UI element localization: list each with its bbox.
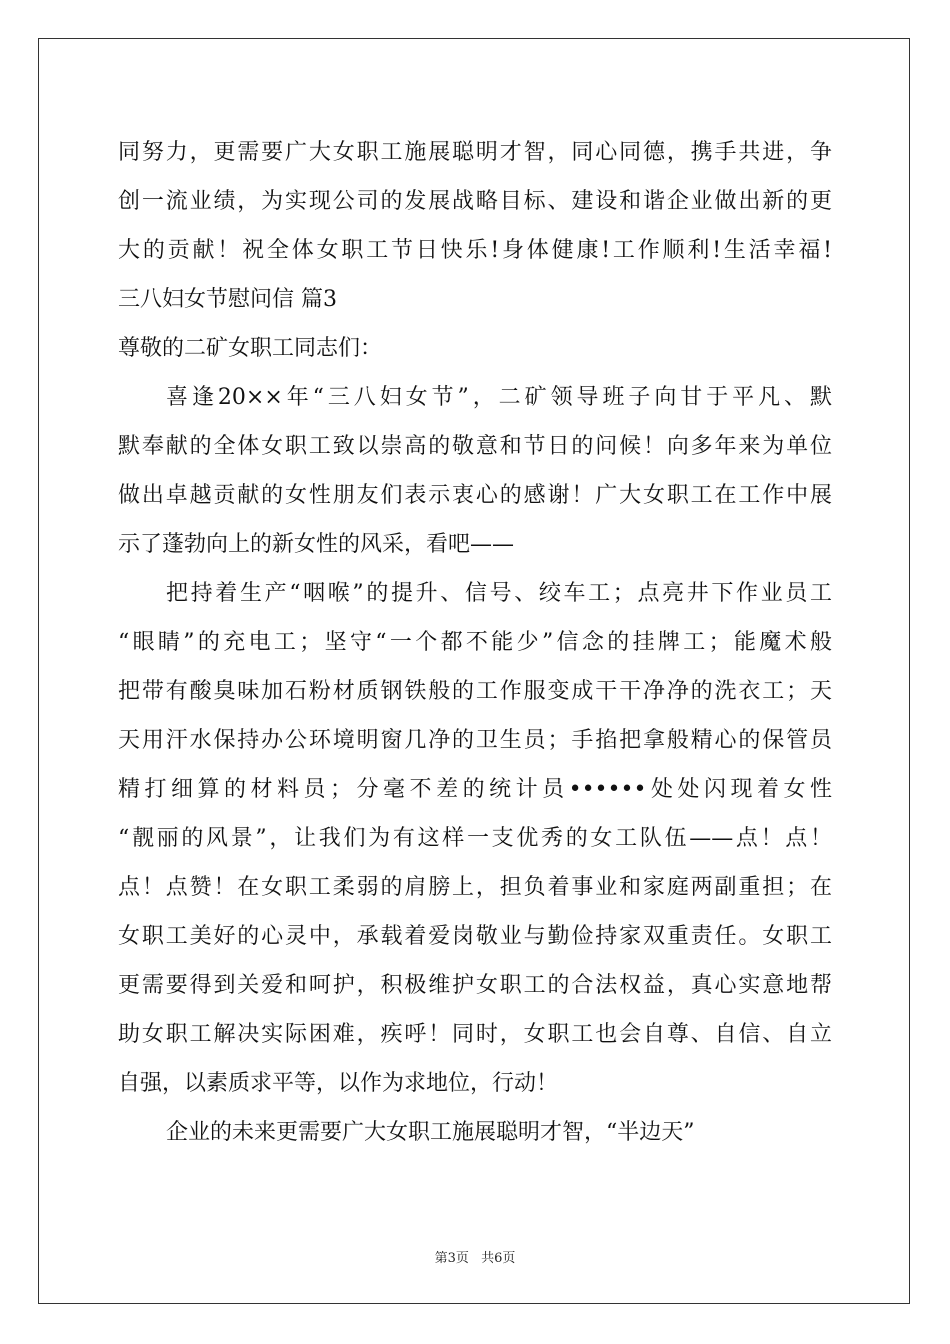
page-footer (0, 1247, 950, 1266)
text-line: 创一流业绩，为实现公司的发展战略目标、建设和谐企业做出新的更 (118, 189, 832, 214)
text-line: 更需要得到关爱和呵护，积极维护女职工的合法权益，真心实意地帮 (118, 973, 832, 998)
text-line: 把持着生产“咽喉”的提升、信号、绞车工；点亮井下作业员工 (166, 581, 832, 606)
document-body (118, 128, 832, 1157)
text-line: 精打细算的材料员；分毫不差的统计员••••••处处闪现着女性 (118, 777, 832, 802)
text-line: 尊敬的二矿女职工同志们： (118, 336, 383, 361)
text-line: 把带有酸臭味加石粉材质钢铁般的工作服变成干干净净的洗衣工；天 (118, 679, 832, 704)
text-line: 示了蓬勃向上的新女性的风采，看吧—— (118, 532, 515, 557)
text-line: 企业的未来更需要广大女职工施展聪明才智，“半边天” (166, 1120, 695, 1145)
text-line: 点！点赞！在女职工柔弱的肩膀上，担负着事业和家庭两副重担；在 (118, 875, 832, 900)
text-line: “眼睛”的充电工；坚守“一个都不能少”信念的挂牌工；能魔术般 (118, 630, 832, 655)
text-line: 大的贡献！祝全体女职工节日快乐!身体健康!工作顺利!生活幸福! (118, 238, 832, 263)
text-line: 喜逢20××年“三八妇女节”，二矿领导班子向甘于平凡、默 (166, 385, 832, 410)
text-line: 做出卓越贡献的女性朋友们表示衷心的感谢！广大女职工在工作中展 (118, 483, 832, 508)
text-line: 天用汗水保持办公环境明窗几净的卫生员；手掐把拿般精心的保管员 (118, 728, 832, 753)
text-line: 女职工美好的心灵中，承载着爱岗敬业与勤俭持家双重责任。女职工 (118, 924, 832, 949)
text-line: 自强，以素质求平等，以作为求地位，行动！ (118, 1071, 559, 1096)
text-line: “靓丽的风景”，让我们为有这样一支优秀的女工队伍——点！点！ (118, 826, 832, 851)
page-total: 共6页 (481, 1251, 516, 1266)
text-line: 三八妇女节慰问信 篇3 (118, 287, 337, 312)
text-line: 默奉献的全体女职工致以崇高的敬意和节日的问候！向多年来为单位 (118, 434, 832, 459)
text-line: 同努力，更需要广大女职工施展聪明才智，同心同德，携手共进，争 (118, 140, 832, 165)
text-line: 助女职工解决实际困难，疾呼！同时，女职工也会自尊、自信、自立 (118, 1022, 832, 1047)
page-number: 第3页 (434, 1251, 469, 1266)
